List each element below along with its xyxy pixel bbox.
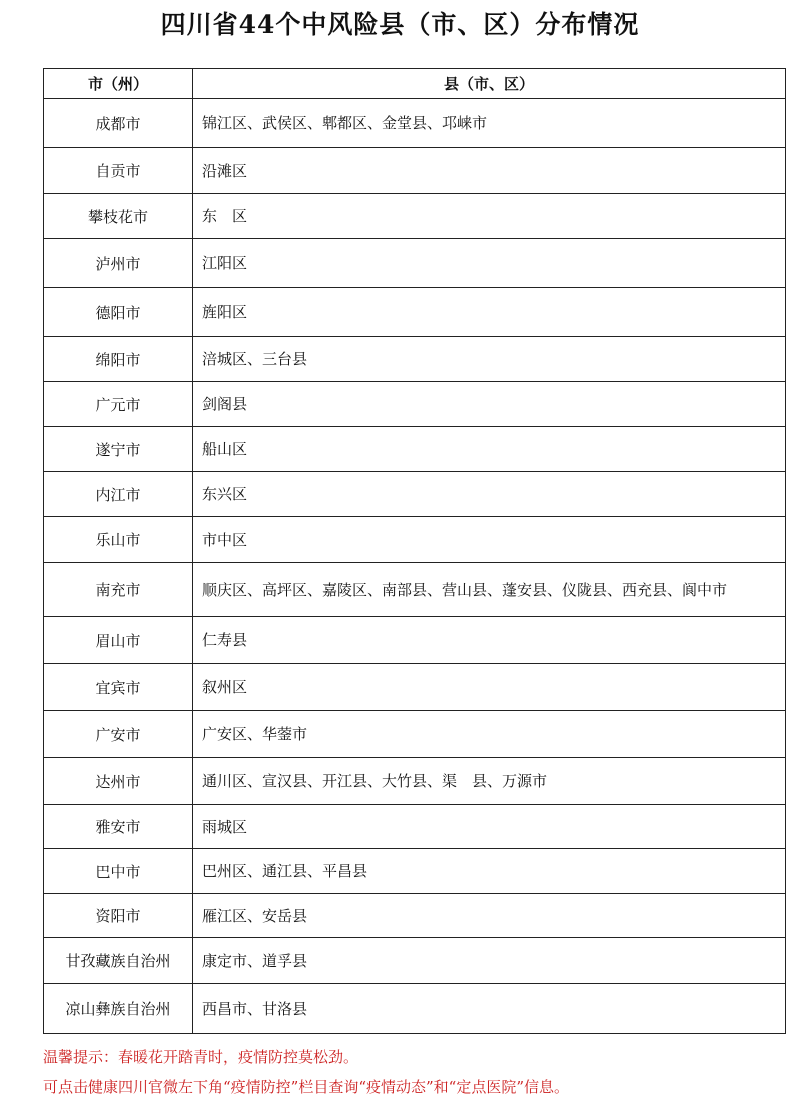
table-row [44, 617, 786, 664]
county-cell: 仁寿县 [193, 617, 786, 664]
city-cell: 自贡市 [44, 148, 193, 194]
table-row [44, 427, 786, 472]
county-cell: 东兴区 [193, 472, 786, 517]
table-row [44, 517, 786, 563]
city-cell: 德阳市 [44, 288, 193, 337]
table-row [44, 938, 786, 984]
table-row [44, 99, 786, 148]
city-cell: 雅安市 [44, 805, 193, 849]
city-cell: 成都市 [44, 99, 193, 148]
table-row [44, 758, 786, 805]
county-cell: 叙州区 [193, 664, 786, 711]
county-cell: 江阳区 [193, 239, 786, 288]
county-cell: 顺庆区、高坪区、嘉陵区、南部县、营山县、蓬安县、仪陇县、西充县、阆中市 [193, 563, 786, 617]
city-cell: 遂宁市 [44, 427, 193, 472]
table-row [44, 194, 786, 239]
table-row [44, 148, 786, 194]
table-row [44, 472, 786, 517]
city-cell: 广安市 [44, 711, 193, 758]
city-cell: 宜宾市 [44, 664, 193, 711]
table-row [44, 849, 786, 894]
county-cell: 广安区、华蓥市 [193, 711, 786, 758]
city-cell: 巴中市 [44, 849, 193, 894]
city-cell: 眉山市 [44, 617, 193, 664]
header-city: 市（州） [44, 69, 193, 99]
city-cell: 凉山彝族自治州 [44, 984, 193, 1034]
city-cell: 泸州市 [44, 239, 193, 288]
table-row [44, 894, 786, 938]
county-cell: 东 区 [193, 194, 786, 239]
county-cell: 涪城区、三台县 [193, 337, 786, 382]
page-title: 四川省44个中风险县（市、区）分布情况 [160, 10, 640, 39]
county-cell: 雨城区 [193, 805, 786, 849]
city-cell: 南充市 [44, 563, 193, 617]
county-cell: 通川区、宣汉县、开江县、大竹县、渠 县、万源市 [193, 758, 786, 805]
city-cell: 绵阳市 [44, 337, 193, 382]
table-row [44, 337, 786, 382]
county-cell: 锦江区、武侯区、郫都区、金堂县、邛崃市 [193, 99, 786, 148]
city-cell: 达州市 [44, 758, 193, 805]
county-cell: 沿滩区 [193, 148, 786, 194]
county-cell: 雁江区、安岳县 [193, 894, 786, 938]
table-header-row [44, 69, 786, 99]
city-cell: 乐山市 [44, 517, 193, 563]
info-note: 可点击健康四川官微左下角“疫情防控”栏目查询“疫情动态”和“定点医院”信息。 [43, 1078, 570, 1096]
table-row [44, 805, 786, 849]
county-cell: 船山区 [193, 427, 786, 472]
city-cell: 广元市 [44, 382, 193, 427]
city-cell: 甘孜藏族自治州 [44, 938, 193, 984]
table-row [44, 563, 786, 617]
table-row [44, 984, 786, 1034]
table-row [44, 382, 786, 427]
reminder-note: 温馨提示：春暖花开踏青时，疫情防控莫松劲。 [43, 1048, 359, 1066]
county-cell: 市中区 [193, 517, 786, 563]
table-row [44, 239, 786, 288]
county-cell: 剑阁县 [193, 382, 786, 427]
table-row [44, 288, 786, 337]
county-cell: 西昌市、甘洛县 [193, 984, 786, 1034]
county-cell: 旌阳区 [193, 288, 786, 337]
notes-section [43, 1042, 793, 1102]
header-county: 县（市、区） [193, 69, 786, 99]
county-cell: 巴州区、通江县、平昌县 [193, 849, 786, 894]
city-cell: 资阳市 [44, 894, 193, 938]
city-cell: 攀枝花市 [44, 194, 193, 239]
table-row [44, 711, 786, 758]
table-row [44, 664, 786, 711]
city-cell: 内江市 [44, 472, 193, 517]
county-cell: 康定市、道孚县 [193, 938, 786, 984]
distribution-table [43, 68, 786, 1034]
